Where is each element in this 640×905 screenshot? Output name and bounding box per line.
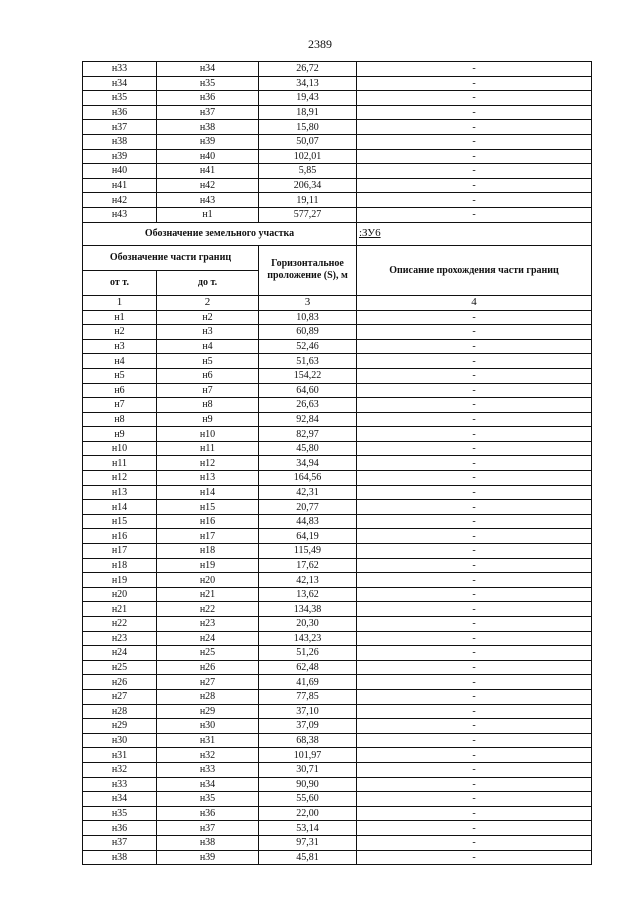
header-from: от т. (83, 270, 157, 295)
description: - (357, 558, 592, 573)
description: - (357, 441, 592, 456)
description: - (357, 164, 592, 179)
distance: 143,23 (259, 631, 357, 646)
from-point: н16 (83, 529, 157, 544)
distance: 34,13 (259, 76, 357, 91)
table-row (83, 149, 592, 164)
from-point: н26 (83, 675, 157, 690)
table-row (83, 617, 592, 632)
to-point: н36 (157, 91, 259, 106)
description: - (357, 471, 592, 486)
distance: 10,83 (259, 310, 357, 325)
from-point: н20 (83, 587, 157, 602)
distance: 42,13 (259, 573, 357, 588)
distance: 13,62 (259, 587, 357, 602)
to-point: н34 (157, 777, 259, 792)
from-point: н38 (83, 134, 157, 149)
column-number: 4 (357, 295, 592, 310)
table-row (83, 339, 592, 354)
from-point: н9 (83, 427, 157, 442)
to-point: н3 (157, 325, 259, 340)
from-point: н2 (83, 325, 157, 340)
table-row (83, 412, 592, 427)
section-title: Обозначение земельного участка (83, 222, 357, 245)
to-point: н2 (157, 310, 259, 325)
to-point: н32 (157, 748, 259, 763)
table-row (83, 120, 592, 135)
description: - (357, 617, 592, 632)
from-point: н15 (83, 514, 157, 529)
table-row (83, 529, 592, 544)
description: - (357, 602, 592, 617)
from-point: н35 (83, 91, 157, 106)
column-number: 2 (157, 295, 259, 310)
description: - (357, 354, 592, 369)
distance: 52,46 (259, 339, 357, 354)
table-row (83, 573, 592, 588)
section-header (83, 222, 592, 310)
from-point: н43 (83, 207, 157, 222)
table-row (83, 325, 592, 340)
to-point: н42 (157, 178, 259, 193)
table-row (83, 646, 592, 661)
from-point: н40 (83, 164, 157, 179)
table-row (83, 821, 592, 836)
to-point: н10 (157, 427, 259, 442)
column-number: 1 (83, 295, 157, 310)
distance: 37,09 (259, 719, 357, 734)
description: - (357, 193, 592, 208)
to-point: н14 (157, 485, 259, 500)
from-point: н33 (83, 777, 157, 792)
from-point: н24 (83, 646, 157, 661)
description: - (357, 777, 592, 792)
to-point: н23 (157, 617, 259, 632)
table-row (83, 76, 592, 91)
to-point: н40 (157, 149, 259, 164)
distance: 55,60 (259, 792, 357, 807)
description: - (357, 719, 592, 734)
description: - (357, 704, 592, 719)
table-row (83, 310, 592, 325)
to-point: н33 (157, 762, 259, 777)
from-point: н11 (83, 456, 157, 471)
table-row (83, 441, 592, 456)
description: - (357, 821, 592, 836)
table-row (83, 485, 592, 500)
main-rows (83, 310, 592, 865)
from-point: н32 (83, 762, 157, 777)
from-point: н37 (83, 120, 157, 135)
description: - (357, 733, 592, 748)
description: - (357, 427, 592, 442)
to-point: н20 (157, 573, 259, 588)
distance: 5,85 (259, 164, 357, 179)
table-row (83, 719, 592, 734)
table-row (83, 207, 592, 222)
from-point: н25 (83, 660, 157, 675)
from-point: н27 (83, 689, 157, 704)
description: - (357, 529, 592, 544)
distance: 206,34 (259, 178, 357, 193)
distance: 68,38 (259, 733, 357, 748)
to-point: н18 (157, 544, 259, 559)
from-point: н33 (83, 62, 157, 77)
table-row (83, 471, 592, 486)
distance: 62,48 (259, 660, 357, 675)
to-point: н39 (157, 850, 259, 865)
column-number: 3 (259, 295, 357, 310)
distance: 42,31 (259, 485, 357, 500)
to-point: н6 (157, 368, 259, 383)
description: - (357, 149, 592, 164)
description: - (357, 748, 592, 763)
to-point: н30 (157, 719, 259, 734)
from-point: н5 (83, 368, 157, 383)
distance: 41,69 (259, 675, 357, 690)
table-row (83, 762, 592, 777)
description: - (357, 325, 592, 340)
from-point: н22 (83, 617, 157, 632)
distance: 102,01 (259, 149, 357, 164)
description: - (357, 339, 592, 354)
table-row (83, 456, 592, 471)
table-row (83, 164, 592, 179)
to-point: н1 (157, 207, 259, 222)
to-point: н39 (157, 134, 259, 149)
from-point: н12 (83, 471, 157, 486)
table-row (83, 354, 592, 369)
from-point: н36 (83, 105, 157, 120)
table-row (83, 587, 592, 602)
to-point: н21 (157, 587, 259, 602)
description: - (357, 573, 592, 588)
distance: 37,10 (259, 704, 357, 719)
table-row (83, 91, 592, 106)
table-row (83, 850, 592, 865)
description: - (357, 412, 592, 427)
from-point: н42 (83, 193, 157, 208)
to-point: н43 (157, 193, 259, 208)
distance: 19,43 (259, 91, 357, 106)
header-to: до т. (157, 270, 259, 295)
distance: 44,83 (259, 514, 357, 529)
description: - (357, 207, 592, 222)
to-point: н7 (157, 383, 259, 398)
from-point: н41 (83, 178, 157, 193)
description: - (357, 456, 592, 471)
description: - (357, 105, 592, 120)
table-row (83, 558, 592, 573)
from-point: н21 (83, 602, 157, 617)
description: - (357, 76, 592, 91)
table-row (83, 398, 592, 413)
table-row (83, 427, 592, 442)
header-horizontal: Горизонтальное проложение (S), м (259, 245, 357, 295)
distance: 82,97 (259, 427, 357, 442)
from-point: н19 (83, 573, 157, 588)
from-point: н35 (83, 806, 157, 821)
table-row (83, 748, 592, 763)
table-row (83, 105, 592, 120)
description: - (357, 689, 592, 704)
distance: 60,89 (259, 325, 357, 340)
from-point: н18 (83, 558, 157, 573)
to-point: н29 (157, 704, 259, 719)
distance: 26,72 (259, 62, 357, 77)
to-point: н38 (157, 835, 259, 850)
description: - (357, 762, 592, 777)
distance: 34,94 (259, 456, 357, 471)
table-row (83, 500, 592, 515)
from-point: н37 (83, 835, 157, 850)
from-point: н39 (83, 149, 157, 164)
description: - (357, 500, 592, 515)
to-point: н11 (157, 441, 259, 456)
description: - (357, 631, 592, 646)
distance: 17,62 (259, 558, 357, 573)
distance: 92,84 (259, 412, 357, 427)
to-point: н31 (157, 733, 259, 748)
to-point: н17 (157, 529, 259, 544)
description: - (357, 587, 592, 602)
description: - (357, 514, 592, 529)
description: - (357, 91, 592, 106)
distance: 164,56 (259, 471, 357, 486)
to-point: н28 (157, 689, 259, 704)
description: - (357, 383, 592, 398)
description: - (357, 675, 592, 690)
table-row (83, 544, 592, 559)
table-row (83, 631, 592, 646)
to-point: н41 (157, 164, 259, 179)
description: - (357, 544, 592, 559)
from-point: н17 (83, 544, 157, 559)
description: - (357, 398, 592, 413)
description: - (357, 646, 592, 661)
table-row (83, 704, 592, 719)
top-rows (83, 62, 592, 223)
to-point: н19 (157, 558, 259, 573)
distance: 115,49 (259, 544, 357, 559)
to-point: н4 (157, 339, 259, 354)
from-point: н34 (83, 792, 157, 807)
to-point: н35 (157, 792, 259, 807)
to-point: н22 (157, 602, 259, 617)
to-point: н38 (157, 120, 259, 135)
distance: 20,77 (259, 500, 357, 515)
table-row (83, 134, 592, 149)
from-point: н28 (83, 704, 157, 719)
table-row (83, 193, 592, 208)
from-point: н1 (83, 310, 157, 325)
from-point: н3 (83, 339, 157, 354)
table-row (83, 792, 592, 807)
description: - (357, 806, 592, 821)
table-row (83, 178, 592, 193)
from-point: н8 (83, 412, 157, 427)
distance: 22,00 (259, 806, 357, 821)
description: - (357, 660, 592, 675)
table-row (83, 62, 592, 77)
to-point: н35 (157, 76, 259, 91)
to-point: н25 (157, 646, 259, 661)
section-code: :ЗУ6 (357, 222, 592, 245)
to-point: н27 (157, 675, 259, 690)
distance: 97,31 (259, 835, 357, 850)
to-point: н36 (157, 806, 259, 821)
description: - (357, 485, 592, 500)
to-point: н9 (157, 412, 259, 427)
to-point: н37 (157, 105, 259, 120)
distance: 50,07 (259, 134, 357, 149)
description: - (357, 120, 592, 135)
to-point: н15 (157, 500, 259, 515)
description: - (357, 835, 592, 850)
distance: 30,71 (259, 762, 357, 777)
distance: 64,19 (259, 529, 357, 544)
distance: 64,60 (259, 383, 357, 398)
description: - (357, 178, 592, 193)
header-part: Обозначение части границ (83, 245, 259, 270)
distance: 26,63 (259, 398, 357, 413)
description: - (357, 368, 592, 383)
from-point: н7 (83, 398, 157, 413)
to-point: н12 (157, 456, 259, 471)
distance: 53,14 (259, 821, 357, 836)
distance: 45,80 (259, 441, 357, 456)
to-point: н16 (157, 514, 259, 529)
from-point: н10 (83, 441, 157, 456)
description: - (357, 850, 592, 865)
table-row (83, 514, 592, 529)
table-row (83, 368, 592, 383)
to-point: н26 (157, 660, 259, 675)
description: - (357, 134, 592, 149)
header-description: Описание прохождения части границ (357, 245, 592, 295)
description: - (357, 310, 592, 325)
distance: 577,27 (259, 207, 357, 222)
from-point: н13 (83, 485, 157, 500)
distance: 51,63 (259, 354, 357, 369)
to-point: н8 (157, 398, 259, 413)
table-row (83, 689, 592, 704)
boundary-table (82, 61, 592, 865)
distance: 19,11 (259, 193, 357, 208)
table-row (83, 602, 592, 617)
distance: 154,22 (259, 368, 357, 383)
distance: 45,81 (259, 850, 357, 865)
description: - (357, 792, 592, 807)
page-number: 2389 (308, 37, 332, 51)
distance: 77,85 (259, 689, 357, 704)
from-point: н36 (83, 821, 157, 836)
from-point: н31 (83, 748, 157, 763)
to-point: н13 (157, 471, 259, 486)
from-point: н34 (83, 76, 157, 91)
table-row (83, 675, 592, 690)
from-point: н38 (83, 850, 157, 865)
from-point: н23 (83, 631, 157, 646)
from-point: н14 (83, 500, 157, 515)
table-row (83, 835, 592, 850)
distance: 15,80 (259, 120, 357, 135)
distance: 134,38 (259, 602, 357, 617)
table-row (83, 733, 592, 748)
to-point: н34 (157, 62, 259, 77)
description: - (357, 62, 592, 77)
distance: 51,26 (259, 646, 357, 661)
table-row (83, 660, 592, 675)
distance: 20,30 (259, 617, 357, 632)
distance: 101,97 (259, 748, 357, 763)
from-point: н29 (83, 719, 157, 734)
to-point: н24 (157, 631, 259, 646)
table-row (83, 383, 592, 398)
distance: 18,91 (259, 105, 357, 120)
to-point: н37 (157, 821, 259, 836)
to-point: н5 (157, 354, 259, 369)
table-row (83, 806, 592, 821)
distance: 90,90 (259, 777, 357, 792)
table-row (83, 777, 592, 792)
from-point: н30 (83, 733, 157, 748)
from-point: н4 (83, 354, 157, 369)
from-point: н6 (83, 383, 157, 398)
